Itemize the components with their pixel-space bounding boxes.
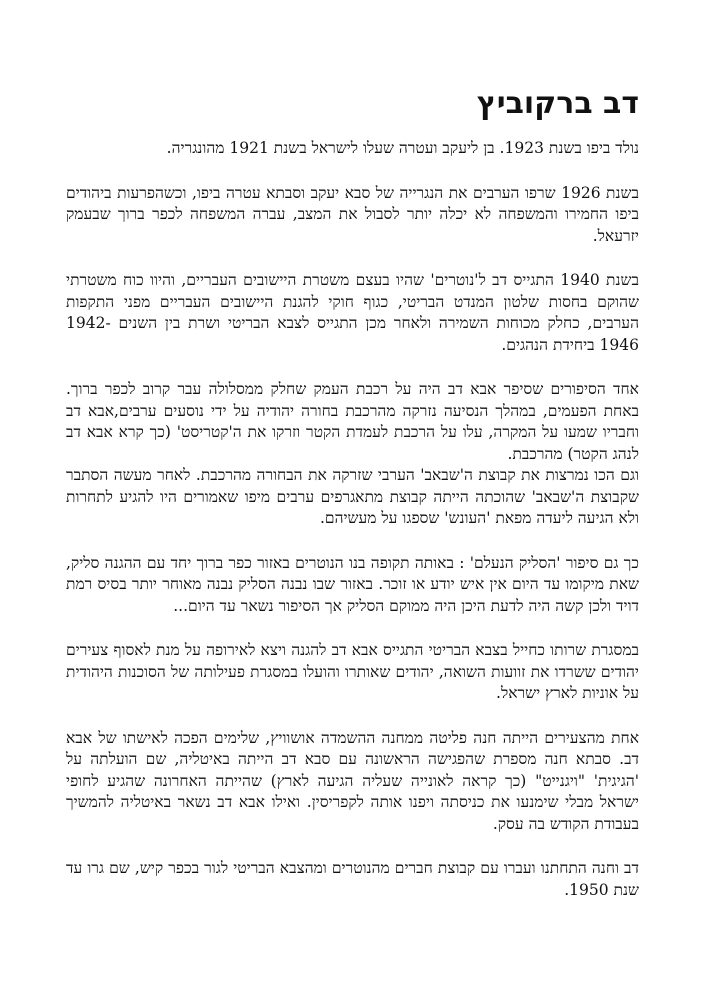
paragraph-train-story: אחד הסיפורים שסיפר אבא דב היה על רכבת העמק שחלק ממסלולה עבר קרוב לכפר ברוך. באחת הפעמים, במהלך הנסיעה נזרקה מהרכבת בחורה יהודיה על ידי נוסעים ערבים,אבא דב וחבריו שמעו על המקרה, עלו על הרכבת לעמדת הקטר וזרקו את ה'קטריסט' (כך קרא אבא דב לנהג הקטר) מהרכבת.	[66, 380, 639, 463]
paragraph-birth: נולד ביפו בשנת 1923. בן ליעקב ועטרה שעלו לישראל בשנת 1921 מהונגריה.	[166, 139, 639, 157]
page-title: דב ברקוביץ	[476, 86, 639, 121]
paragraph-1940: בשנת 1940 התגייס דב ל'נוטרים' שהיו בעצם משטרת היישובים העבריים, והיוו כוח משטרתי שהוקם בחסות שלטון המנדט הבריטי, כגוף חוקי להגנת היישובים העבריים מפני התקפות הערבים, כחלק מכוחות השמירה ולאחר מכן התגייס לצבא הבריטי ושרת בין השנים 1942-1946 ביחידת הנהגים.	[66, 271, 639, 354]
paragraph-1926: בשנת 1926 שרפו הערבים את הנגרייה של סבא יעקב וסבתא עטרה ביפו, וכשהפרעות ביהודים ביפו החמירו והמשפחה לא יכלה יותר לסבול את המצב, עברה המשפחה לכפר ברוך שבעמק יזרעאל.	[66, 183, 639, 245]
paragraph-europe: במסגרת שרותו כחייל בצבא הבריטי התגייס אבא דב להגנה ויצא לאירופה על מנת לאסוף צעירים יהודים ששרדו את זוועות השואה, יהודים שאותרו והועלו במסגרת פעילותה של הסוכנות היהודית על אוניות לארץ ישראל.	[66, 641, 639, 702]
paragraph-kfar-kish: דב וחנה התחתנו ועברו עם קבוצת חברים מהנוטרים ומהצבא הבריטי לגור בכפר קיש, שם גרו עד שנת 1950.	[66, 859, 639, 899]
paragraph-hanna: אחת מהצעירים הייתה חנה פליטה ממחנה ההשמדה אושוויץ, שלימים הפכה לאישתו של אבא דב. סבתא חנה מספרת שהפגישה הראשונה עם סבא דב הייתה באיטליה, שם הועלתה על 'הגיגית' "ויגנייט" (כך קראה לאונייה שעליה הגיעה לארץ) שהייתה האחרונה שהגיע לחופי ישראל מבלי שימנעו את כניסתה ויפנו אותה לקפריסין. ואילו אבא דב נשאר באיטליה להמשיך בעבודת הקודש בה עסק.	[66, 728, 639, 833]
paragraph-shabab: וגם הכו נמרצות את קבוצת ה'שבאב' הערבי שזרקה את הבחורה מהרכבת. לאחר מעשה הסתבר שקבוצת ה'שבאב' שהוכתה הייתה קבוצת מתאגרפים ערבים מיפו שאמורים היו להגיע לתחרות ולא הגיעה ליעדה מפאת 'העונש' שספגו על מעשיהם.	[66, 466, 639, 527]
paragraph-hidden-slik: כך גם סיפור 'הסליק הנעלם' : באותה תקופה בנו הנוטרים באזור כפר ברוך יחד עם ההגנה סליק, שאת מיקומו עד היום אין איש יודע או זוכר. באזור שבו נבנה הסליק נבנה מאוחר יותר בסיס רמת דויד ולכן קשה היה לדעת היכן היה ממוקם הסליק אך הסיפור נשאר עד היום...	[66, 553, 639, 615]
